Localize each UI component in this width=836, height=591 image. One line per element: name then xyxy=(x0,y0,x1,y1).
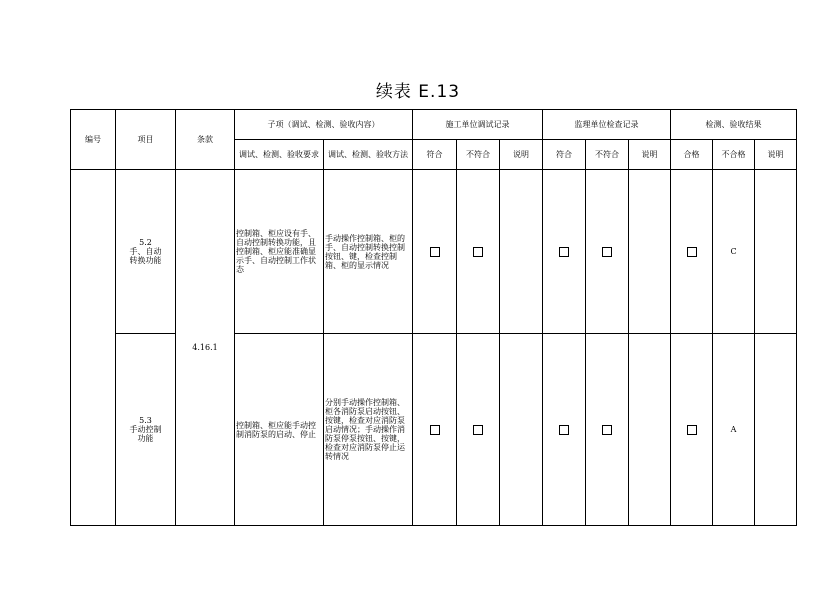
construction-conform-cell xyxy=(413,334,457,526)
number-cell xyxy=(71,170,116,526)
checkbox[interactable] xyxy=(687,247,697,257)
page-title: 续表 E.13 xyxy=(375,82,461,102)
construction-nonconform-cell xyxy=(457,334,500,526)
checkbox[interactable] xyxy=(473,425,483,435)
header-supervision-conform: 符合 xyxy=(543,140,586,170)
header-construction-note: 说明 xyxy=(500,140,543,170)
header-item: 项目 xyxy=(116,110,176,170)
supervision-nonconform-cell xyxy=(586,170,629,334)
construction-note-cell[interactable] xyxy=(500,170,543,334)
result-unqualified-cell: C xyxy=(713,170,755,334)
supervision-note-cell[interactable] xyxy=(629,170,671,334)
method-cell: 分别手动操作控制箱、柜各消防泵启动按钮、按键，检查对应消防泵启动情况；手动操作消 防泵停泵按钮、按键，检查对应消防泵停止运转情况 xyxy=(324,334,413,526)
item-label: 5.2 手、自动 转换功能 xyxy=(129,238,162,265)
table-row xyxy=(71,170,797,334)
item-cell xyxy=(116,170,176,334)
item-cell xyxy=(116,334,176,526)
header-supervision-note: 说明 xyxy=(629,140,671,170)
header-supervision-nonconform: 不符合 xyxy=(586,140,629,170)
result-unqualified-cell: A xyxy=(713,334,755,526)
header-subitem-group: 子项（调试、检测、验收内容） xyxy=(235,110,413,140)
supervision-note-cell[interactable] xyxy=(629,334,671,526)
checkbox[interactable] xyxy=(559,425,569,435)
construction-note-cell[interactable] xyxy=(500,334,543,526)
clause-cell: 4.16.1 xyxy=(176,170,235,526)
checkbox[interactable] xyxy=(687,425,697,435)
supervision-conform-cell xyxy=(543,170,586,334)
requirement-cell: 控制箱、柜应设有手、自动控制转换功能，且控制箱、柜应能准确显示手、自动控制工作状态 xyxy=(235,170,324,334)
supervision-conform-cell xyxy=(543,334,586,526)
checkbox[interactable] xyxy=(602,425,612,435)
header-construction-conform: 符合 xyxy=(413,140,457,170)
item-label: 5.3 手动控制 功能 xyxy=(129,416,162,443)
construction-conform-cell xyxy=(413,170,457,334)
header-result-unqualified: 不合格 xyxy=(713,140,755,170)
requirement-cell: 控制箱、柜应能手动控制消防泵的启动、停止 xyxy=(235,334,324,526)
header-method: 调试、检测、验收方法 xyxy=(324,140,413,170)
header-construction-group: 施工单位调试记录 xyxy=(413,110,543,140)
header-result-group: 检测、验收结果 xyxy=(671,110,797,140)
checkbox[interactable] xyxy=(559,247,569,257)
method-cell: 手动操作控制箱、柜的手、自动控制转换控制按钮、键，检查控制箱、柜的显示情况 xyxy=(324,170,413,334)
checkbox[interactable] xyxy=(602,247,612,257)
result-note-cell[interactable] xyxy=(755,170,797,334)
checkbox[interactable] xyxy=(430,247,440,257)
header-result-qualified: 合格 xyxy=(671,140,713,170)
result-qualified-cell xyxy=(671,334,713,526)
header-construction-nonconform: 不符合 xyxy=(457,140,500,170)
checkbox[interactable] xyxy=(473,247,483,257)
acceptance-table xyxy=(70,109,797,526)
supervision-nonconform-cell xyxy=(586,334,629,526)
construction-nonconform-cell xyxy=(457,170,500,334)
header-supervision-group: 监理单位检查记录 xyxy=(543,110,671,140)
checkbox[interactable] xyxy=(430,425,440,435)
header-result-note: 说明 xyxy=(755,140,797,170)
header-clause: 条款 xyxy=(176,110,235,170)
header-no: 编号 xyxy=(71,110,116,170)
result-qualified-cell xyxy=(671,170,713,334)
result-note-cell[interactable] xyxy=(755,334,797,526)
header-requirement: 调试、检测、验收要求 xyxy=(235,140,324,170)
